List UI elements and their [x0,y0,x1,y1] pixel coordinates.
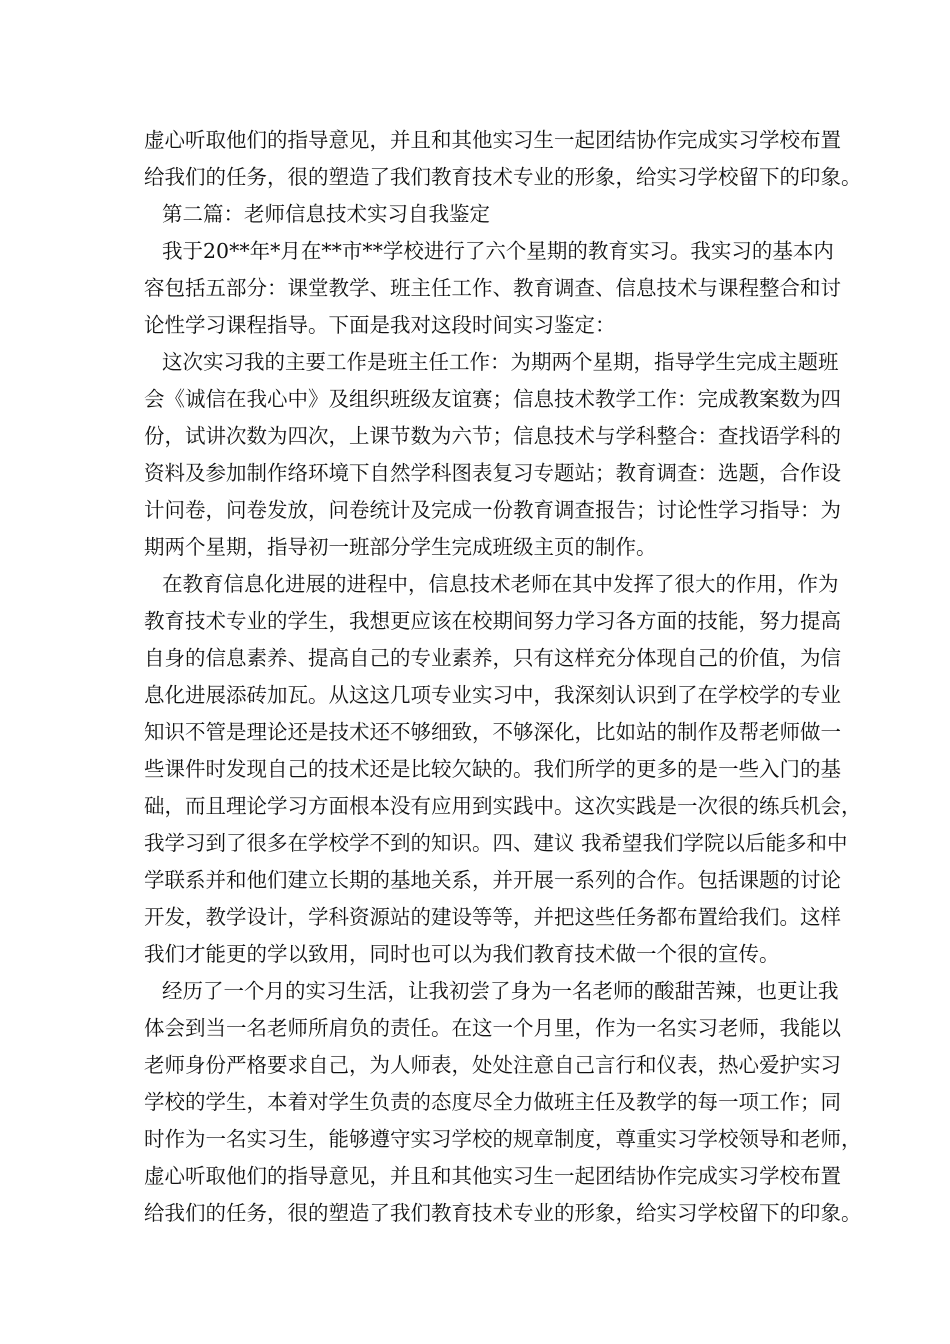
text-line: 给我们的任务，很的塑造了我们教育技术专业的形象，给实习学校留下的印象。 [144,165,862,189]
text-line: 息化进展添砖加瓦。从这这几项专业实习中，我深刻认识到了在学校学的专业 [144,683,841,707]
text-line: 计问卷，问卷发放，问卷统计及完成一份教育调查报告；讨论性学习指导：为 [144,498,841,522]
text-line: 经历了一个月的实习生活，让我初尝了身为一名老师的酸甜苦辣，也更让我 [162,979,839,1003]
text-line: 这次实习我的主要工作是班主任工作：为期两个星期，指导学生完成主题班 [162,350,839,374]
text-line: 学联系并和他们建立长期的基地关系，并开展一系列的合作。包括课题的讨论 [144,868,841,892]
text-line: 第二篇：老师信息技术实习自我鉴定 [162,202,490,226]
text-line: 我们才能更的学以致用，同时也可以为我们教育技术做一个很的宣传。 [144,942,780,966]
text-line: 容包括五部分：课堂教学、班主任工作、教育调查、信息技术与课程整合和讨 [144,276,841,300]
text-line: 开发，教学设计，学科资源站的建设等等，并把这些任务都布置给我们。这样 [144,905,841,929]
text-line: 给我们的任务，很的塑造了我们教育技术专业的形象，给实习学校留下的印象。 [144,1201,862,1225]
text-line: 我于20**年*月在**市**学校进行了六个星期的教育实习。我实习的基本内 [162,239,834,263]
text-line: 教育技术专业的学生，我想更应该在校期间努力学习各方面的技能，努力提高 [144,609,841,633]
text-line: 我学习到了很多在学校学不到的知识。四、建议 我希望我们学院以后能多和中 [144,831,848,855]
text-line: 在教育信息化进展的进程中，信息技术老师在其中发挥了很大的作用，作为 [162,572,839,596]
text-line: 些课件时发现自己的技术还是比较欠缺的。我们所学的更多的是一些入门的基 [144,757,841,781]
text-line: 会《诚信在我心中》及组织班级友谊赛；信息技术教学工作：完成教案数为四 [144,387,841,411]
text-line: 虚心听取他们的指导意见，并且和其他实习生一起团结协作完成实习学校布置 [144,128,841,152]
text-line: 础，而且理论学习方面根本没有应用到实践中。这次实践是一次很的练兵机会， [144,794,862,818]
text-line: 期两个星期，指导初一班部分学生完成班级主页的制作。 [144,535,657,559]
text-line: 份，试讲次数为四次，上课节数为六节；信息技术与学科整合：查找语学科的 [144,424,841,448]
document-body [144,122,862,1232]
text-line: 资料及参加制作络环境下自然学科图表复习专题站；教育调查：选题，合作设 [144,461,841,485]
text-line: 自身的信息素养、提高自己的专业素养，只有这样充分体现自己的价值，为信 [144,646,841,670]
text-line: 虚心听取他们的指导意见，并且和其他实习生一起团结协作完成实习学校布置 [144,1164,841,1188]
text-line: 体会到当一名老师所肩负的责任。在这一个月里，作为一名实习老师，我能以 [144,1016,841,1040]
text-line: 学校的学生，本着对学生负责的态度尽全力做班主任及教学的每一项工作；同 [144,1090,841,1114]
text-line: 时作为一名实习生，能够遵守实习学校的规章制度，尊重实习学校领导和老师， [144,1127,862,1151]
text-line: 知识不管是理论还是技术还不够细致，不够深化，比如站的制作及帮老师做一 [144,720,841,744]
text-line: 老师身份严格要求自己，为人师表，处处注意自己言行和仪表，热心爱护实习 [144,1053,841,1077]
text-line: 论性学习课程指导。下面是我对这段时间实习鉴定： [144,313,616,337]
